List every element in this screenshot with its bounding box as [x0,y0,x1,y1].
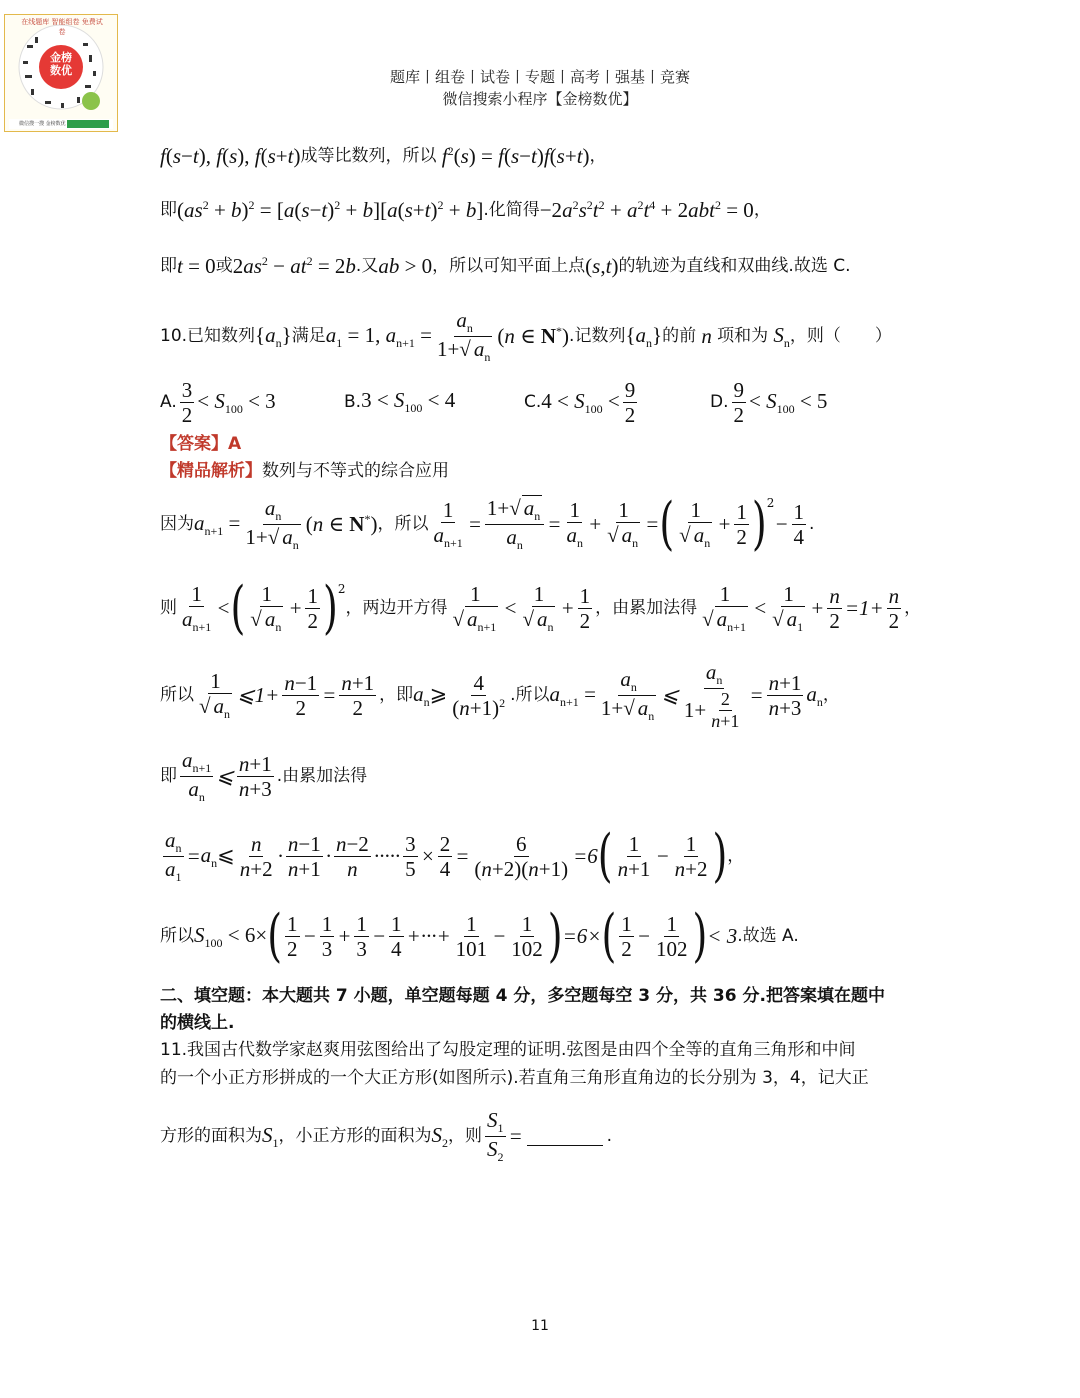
solution-step-3: 所以 $\frac{1}{√ a_n}$ ⩽1+ $\frac{n-1}{2}$ = $\frac{n+1}{2}$ ，即 $a_n⩾$ $\frac{4}{(n+1)^2}$ .所以 $a_{n+1}$ = $\frac{a_n}{1+√ a_n}$ ⩽ $a_n$ 1+ $\frac{2}{n+1}$ = $\frac{n+1}{n+3}$ $a_n$ ， [160,660,840,731]
option-b: B. $3 < S_{100} < 4$ [344,388,456,416]
question-11-line-2: 的一个小正方形拼成的一个大正方形(如图所示).若直角三角形直角边的长分别为 3，4，记大正 [160,1068,869,1088]
section-2-title: 二、填空题：本大题共 7 小题，单空题每题 4 分，多空题每空 3 分，共 36 分.把答案填在题中 [160,986,885,1006]
logo-ring-text: 在线题库 智能组卷 免费试卷 [21,18,103,36]
question-11-line-3: 方形的面积为 $S_1$ ，小正方形的面积为 $S_2$ ，则 $\frac{S_1}{S_2}$ = . [160,1108,613,1165]
analysis-heading: 【精品解析】 数列与不等式的综合应用 [160,461,449,481]
solution-step-5: $\frac{a_n}{a_1}$ = $a_n⩽$ $\frac{n}{n+2}$ · $\frac{n-1}{n+1}$ · $\frac{n-2}{n}$ ····· $\frac{3}{5}$ × $\frac{2}{4}$ = $\frac{6}{(n+2)(n+1)}$ =6 ( $\frac{1}{n+1}$ − $\frac{1}{n+2}$ ) ， [165,822,745,889]
line-1: f (s−t), f(s), f(s+t) 成等比数列，所以 $f^2(s) = f(s-t)f(s+t)$ ， [160,144,607,168]
header-nav: 题库丨组卷丨试卷丨专题丨高考丨强基丨竞赛 [389,68,690,86]
section-2-title-cont: 的横线上. [160,1013,235,1033]
line-3: 即 t = 0 或 $2as^2 - at^2 = 2b$ .又 ab > 0 ，所以可知平面上点 (s,t) 的轨迹为直线和双曲线.故选 C. [160,254,851,278]
question-11-line-1: 11.我国古代数学家赵爽用弦图给出了勾股定理的证明.弦图是由四个全等的直角三角形和中间 [160,1040,856,1060]
option-c: C. $4 < S_{100}$ < $\frac{9}{2}$ [524,378,636,428]
option-a: A. $\frac{3}{2}$ < $S_{100} < 3$ [160,378,276,428]
logo-center-text: 金榜 数优 [50,51,72,77]
answer: 【答案】A [160,434,242,454]
question-10: 10.已知数列 $\{a_n\}$ 满足 $a_1 = 1$, $a_{n+1}$ = $\frac{a_n}{1+√ a_n}$ (n ∈ N*) .记数列 $\{a_n\}$ 的前 n 项和为 $S_n$ ，则（ ） [160,308,892,365]
answer-blank[interactable] [527,1127,603,1146]
solution-step-2: 则 $\frac{1}{a_{n+1}}$ < ( $\frac{1}{√ a_n}$ + $\frac{1}{2}$ ) $^2$ ，两边开方得 $\frac{1}{√ a_{n+1}}$ < $\frac{1}{√ a_n}$ + $\frac{1}{2}$ ，由累加法得 $\frac{1}{√ a_{n+1}}$ < $\frac{1}{√ a_1}$ + $\frac{n}{2}$ =1+ $\frac{n}{2}$ ， [160,574,922,641]
line-2: 即 $(as^2 + b)^2 = [a(s-t)^2 + b][a(s+t)^2 + b]$ .化简得 $-2a^2s^2t^2 + a^2t^4 + 2abt^2 = 0$ ， [160,198,771,222]
page-number: 11 [531,1318,549,1334]
solution-step-4: 即 $\frac{a_{n+1}}{a_n}$ ⩽ $\frac{n+1}{n+3}$ .由累加法得 [160,748,368,805]
solution-step-1: 因为 $a_{n+1}$ = $\frac{a_n}{1+√ a_n}$ (n ∈ N*) ，所以 $\frac{1}{a_{n+1}}$ = $\frac{1+√ a_n}{a_n}$ = $\frac{1}{a_n}$ + $\frac{1}{√ a_n}$ = ( $\frac{1}{√ a_n}$ + $\frac{1}{2}$ ) $^2$ − $\frac{1}{4}$ . [160,490,815,557]
solution-step-6: 所以 $S_{100} < 6\times$ ( $\frac{1}{2}$ − $\frac{1}{3}$ + $\frac{1}{3}$ − $\frac{1}{4}$ +···+ $\frac{1}{101}$ − $\frac{1}{102}$ ) =6× ( $\frac{1}{2}$ − $\frac{1}{102}$ ) < 3 .故选 A. [160,902,799,969]
header-subtitle: 微信搜索小程序【金榜数优】 [442,90,638,108]
option-d: D. $\frac{9}{2}$ < $S_{100} < 5$ [710,378,828,428]
logo-bottom-text: 微信搜一搜 金榜数优 [19,121,66,127]
